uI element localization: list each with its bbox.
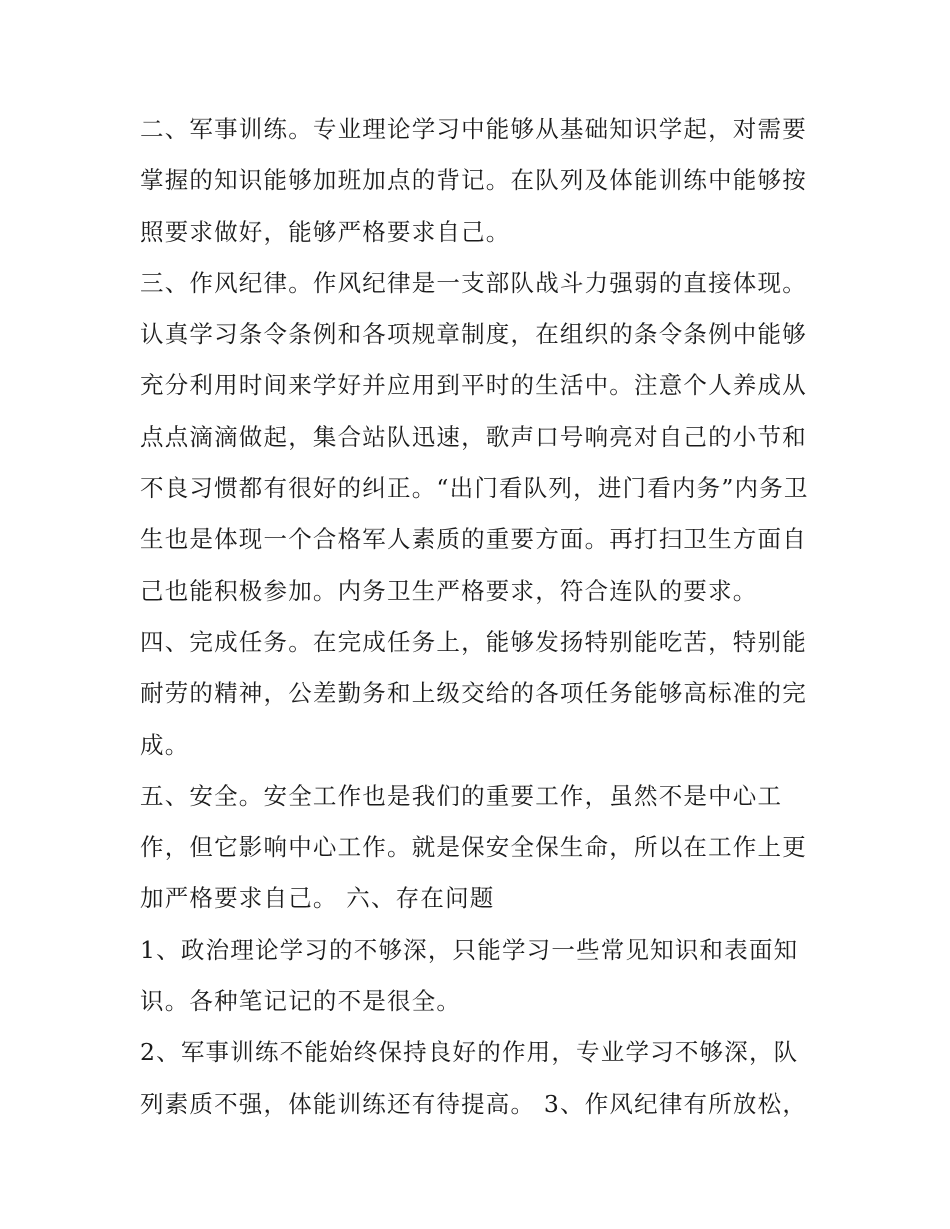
text-line: 掌握的知识能够加班加点的背记。在队列及体能训练中能够按	[140, 166, 807, 195]
text-line: 照要求做好，能够严格要求自己。	[140, 217, 511, 246]
text-line: 识。各种笔记记的不是很全。	[140, 987, 462, 1016]
text-line: 不良习惯都有很好的纠正。“出门看队列，进门看内务”内务卫	[140, 474, 809, 503]
text-line: 2、军事训练不能始终保持良好的作用，专业学习不够深，队	[140, 1038, 799, 1067]
text-line: 己也能积极参加。内务卫生严格要求，符合连队的要求。	[140, 576, 758, 605]
text-line: 列素质不强，体能训练还有待提高。 3、作风纪律有所放松，	[140, 1089, 808, 1118]
text-line: 三、作风纪律。作风纪律是一支部队战斗力强弱的直接体现。	[140, 268, 807, 297]
text-line: 作，但它影响中心工作。就是保安全保生命，所以在工作上更	[140, 833, 807, 862]
text-line: 1、政治理论学习的不够深，只能学习一些常见知识和表面知	[140, 935, 799, 964]
text-line: 认真学习条令条例和各项规章制度，在组织的条令条例中能够	[140, 320, 807, 349]
text-line: 生也是体现一个合格军人素质的重要方面。再打扫卫生方面自	[140, 525, 807, 554]
text-line: 耐劳的精神，公差勤务和上级交给的各项任务能够高标准的完	[140, 679, 807, 708]
text-line: 点点滴滴做起，集合站队迅速，歌声口号响亮对自己的小节和	[140, 422, 807, 451]
text-line: 成。	[140, 730, 190, 759]
text-line: 二、军事训练。专业理论学习中能够从基础知识学起，对需要	[140, 115, 807, 143]
text-line: 充分利用时间来学好并应用到平时的生活中。注意个人养成从	[140, 371, 807, 400]
text-line: 加严格要求自己。 六、存在问题	[140, 884, 495, 913]
document-body	[140, 104, 820, 1130]
text-line: 五、安全。安全工作也是我们的重要工作，虽然不是中心工	[140, 781, 783, 810]
text-line: 四、完成任务。在完成任务上，能够发扬特别能吃苦，特别能	[140, 627, 807, 656]
